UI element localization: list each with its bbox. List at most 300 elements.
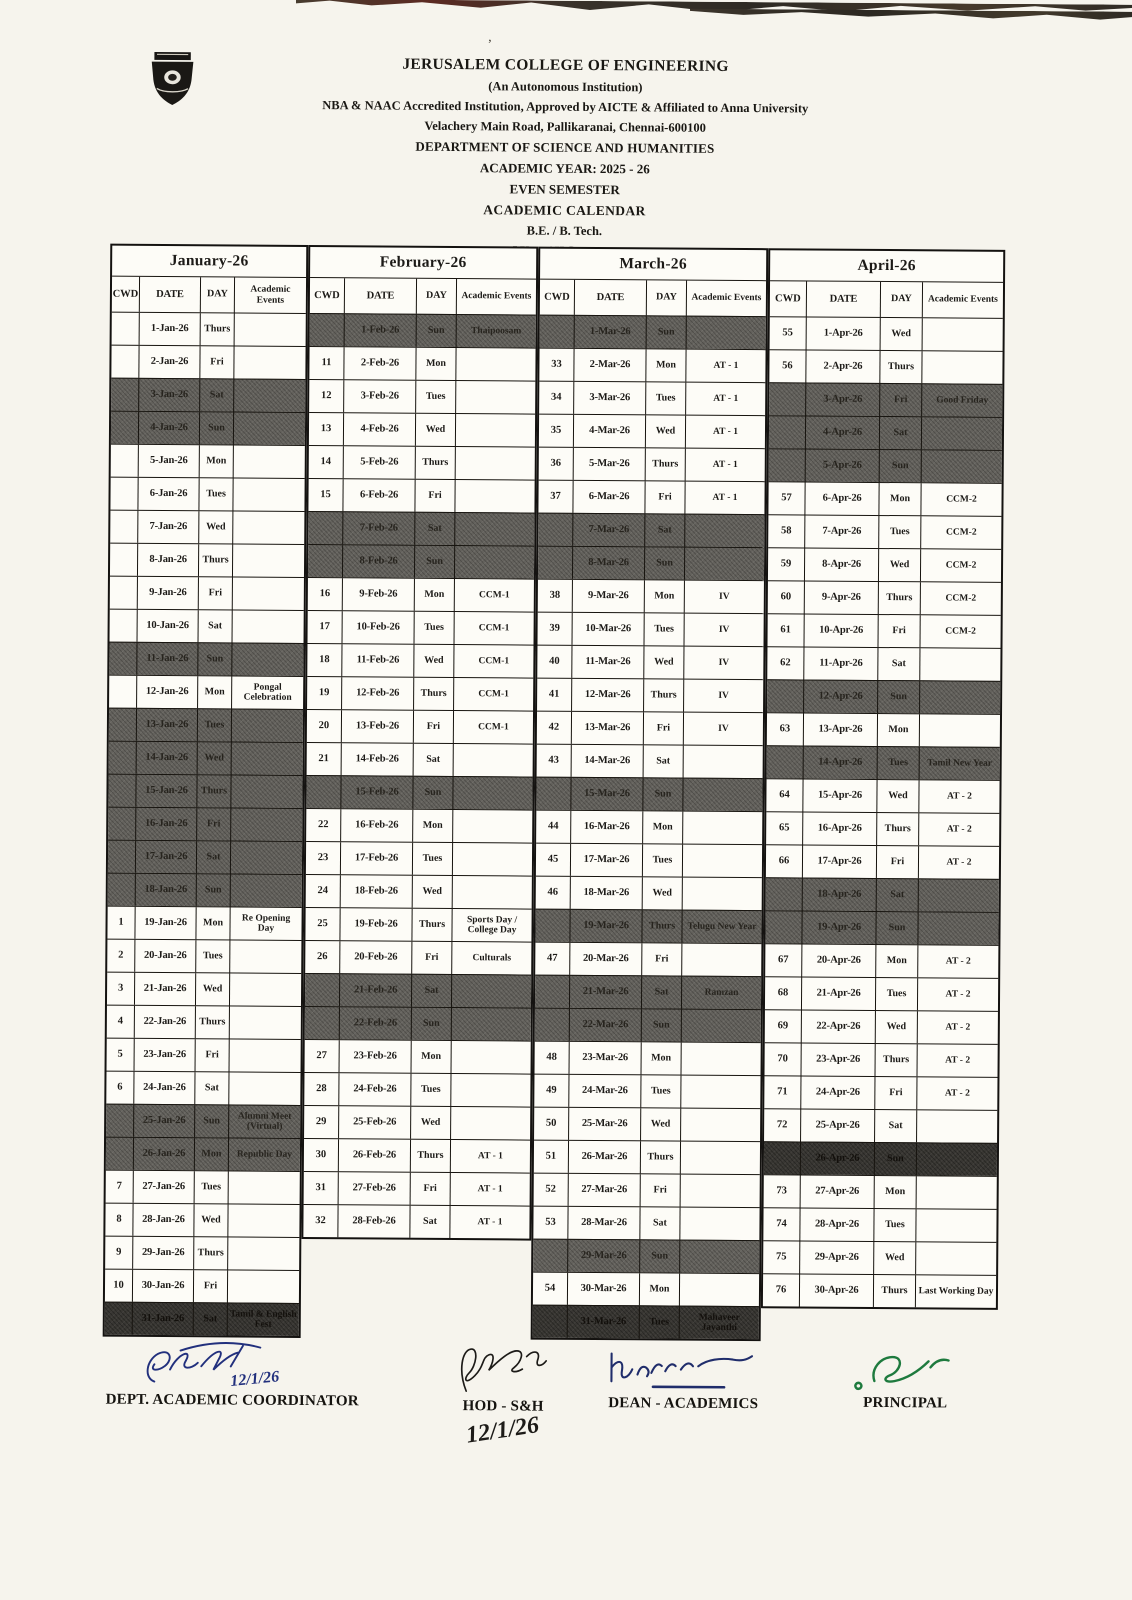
cell-date: 24-Apr-26 <box>800 1076 874 1109</box>
cell-event <box>681 1043 761 1076</box>
cell-day: Sun <box>639 1240 679 1272</box>
cell-day: Tues <box>410 1074 450 1106</box>
cell-day: Fri <box>195 1039 229 1071</box>
cell-event <box>233 445 305 478</box>
calendar-day-row <box>105 1302 299 1336</box>
cell-event <box>679 1208 759 1241</box>
cell-cwd <box>111 379 138 411</box>
signatory-label: PRINCIPAL <box>863 1394 948 1412</box>
cell-event <box>452 810 532 843</box>
cell-cwd: 14 <box>320 456 332 468</box>
cell-event <box>679 1274 759 1307</box>
cell-cwd: 54 <box>544 1283 556 1295</box>
cell-cwd <box>305 974 339 1006</box>
calendar-day-row <box>107 1038 301 1072</box>
calendar-day-row <box>535 1041 761 1076</box>
cell-day: Mon <box>642 811 682 843</box>
cell-event <box>232 478 304 511</box>
cell-date: 14-Feb-26 <box>341 743 413 776</box>
cell-day: Thurs <box>413 678 453 710</box>
cell-event: IV <box>683 614 763 647</box>
cell-event <box>680 1076 760 1109</box>
cell-date: 22-Apr-26 <box>801 1010 875 1043</box>
accreditation-line: NBA & NAAC Accredited Institution, Approved by AICTE & Affiliated to Anna University <box>322 98 809 116</box>
cell-cwd: 68 <box>777 987 789 999</box>
cell-cwd: 4 <box>117 1016 124 1028</box>
cell-cwd: 42 <box>548 722 560 734</box>
cell-event <box>452 876 532 909</box>
cell-day: Mon <box>415 348 455 380</box>
cell-event <box>453 744 533 777</box>
cell-day: Mon <box>411 1041 451 1073</box>
cell-day: Mon <box>878 483 920 515</box>
cell-event <box>233 379 305 412</box>
cell-cwd: 22 <box>317 819 329 831</box>
cell-cwd: 20 <box>318 720 330 732</box>
cell-cwd: 63 <box>779 723 791 735</box>
cell-date: 2-Feb-26 <box>343 347 415 380</box>
cell-day: Tues <box>415 381 455 413</box>
cell-date: 21-Apr-26 <box>801 977 875 1010</box>
cell-event <box>233 412 305 445</box>
cell-cwd: 2 <box>118 950 124 962</box>
cell-cwd: 59 <box>780 558 792 570</box>
calendar-day-row <box>768 481 1001 516</box>
cell-cwd <box>536 778 570 810</box>
cell-event <box>680 1175 760 1208</box>
cell-date: 17-Mar-26 <box>570 844 642 877</box>
cell-date: 15-Mar-26 <box>570 778 642 811</box>
cell-day: Wed <box>645 415 685 447</box>
cell-cwd: 57 <box>781 492 792 504</box>
torn-paper-edge <box>690 9 1132 21</box>
column-header-date: DATE <box>139 277 200 312</box>
cell-cwd: 47 <box>547 953 558 965</box>
cell-event <box>916 1176 997 1209</box>
cell-cwd: 49 <box>546 1085 557 1097</box>
cell-day: Wed <box>880 318 922 350</box>
cell-cwd: 41 <box>548 689 560 701</box>
cell-cwd <box>108 775 135 807</box>
cell-date: 10-Jan-26 <box>137 610 198 642</box>
cell-cwd: 55 <box>782 327 793 339</box>
cell-cwd <box>109 709 136 741</box>
calendar-day-row <box>770 316 1003 351</box>
cell-cwd: 65 <box>778 822 790 834</box>
calendar-day-row <box>538 612 764 647</box>
calendar-day-row <box>304 1138 530 1173</box>
cell-cwd <box>533 1306 567 1338</box>
calendar-day-row <box>303 1204 529 1239</box>
cell-cwd: 29 <box>315 1116 327 1128</box>
cell-event <box>455 381 535 414</box>
cell-day: Mon <box>641 1042 681 1074</box>
calendar-day-row <box>111 444 305 478</box>
cell-cwd: 73 <box>776 1185 787 1197</box>
calendar-day-row <box>108 774 302 808</box>
calendar-day-row <box>106 1071 300 1105</box>
cell-day: Tues <box>878 516 920 548</box>
cell-day: Tues <box>645 382 685 414</box>
calendar-day-row <box>108 873 302 907</box>
calendar-day-row <box>533 1272 759 1307</box>
cell-cwd <box>765 911 801 943</box>
cell-date: 24-Feb-26 <box>338 1073 410 1106</box>
column-header-cwd: CWD <box>544 291 570 303</box>
calendar-day-row <box>309 445 535 480</box>
cell-cwd <box>306 776 340 808</box>
cell-date: 21-Feb-26 <box>339 974 411 1007</box>
calendar-day-row <box>107 939 301 973</box>
cell-day: Fri <box>641 943 681 975</box>
calendar-day-row <box>106 1104 300 1138</box>
cell-cwd: 48 <box>546 1052 557 1064</box>
calendar-day-row <box>307 643 533 678</box>
cell-day: Sun <box>194 1105 228 1137</box>
calendar-day-row <box>305 1039 531 1074</box>
column-header-events: Academic Events <box>686 281 766 317</box>
cell-event <box>681 944 761 977</box>
cell-cwd: 71 <box>777 1086 788 1098</box>
cell-day: Sun <box>879 450 921 482</box>
cell-day: Fri <box>877 615 919 647</box>
calendar-day-row <box>305 973 531 1008</box>
cell-date: 4-Jan-26 <box>138 412 199 444</box>
cell-day: Sat <box>641 976 681 1008</box>
cell-date: 4-Apr-26 <box>805 416 879 449</box>
cell-event: Re Opening Day <box>229 907 301 940</box>
cell-date: 29-Jan-26 <box>132 1237 193 1269</box>
cell-cwd: 58 <box>781 525 792 537</box>
cell-cwd: 11 <box>321 357 332 369</box>
cell-cwd: 21 <box>318 753 329 765</box>
calendar-day-row <box>768 514 1001 549</box>
cell-day: Thurs <box>878 582 920 614</box>
cell-event: CCM-1 <box>454 612 534 645</box>
cell-event <box>228 1171 300 1204</box>
cell-event: CCM-2 <box>920 483 1001 516</box>
cell-date: 5-Feb-26 <box>343 446 415 479</box>
cell-date: 3-Mar-26 <box>573 382 645 415</box>
cell-date: 5-Apr-26 <box>805 449 879 482</box>
cell-cwd: 24 <box>317 885 329 897</box>
cell-day: Thurs <box>879 351 921 383</box>
cell-cwd: 34 <box>550 392 562 404</box>
cell-event: AT - 1 <box>685 350 765 383</box>
cell-day: Sun <box>416 315 456 347</box>
cell-date: 7-Apr-26 <box>804 515 878 548</box>
calendar-day-row <box>537 645 763 680</box>
signature-block-principal <box>830 1345 980 1413</box>
cell-date: 7-Mar-26 <box>572 514 644 547</box>
cell-event <box>919 648 1000 681</box>
cell-date: 14-Mar-26 <box>571 745 643 778</box>
cell-day: Thurs <box>645 448 685 480</box>
cell-cwd: 7 <box>116 1181 122 1193</box>
cell-date: 17-Jan-26 <box>135 841 196 873</box>
cell-day: Sat <box>874 1110 916 1142</box>
cell-day: Thurs <box>874 1044 916 1076</box>
cell-event <box>229 1006 301 1039</box>
calendar-day-row <box>109 708 303 742</box>
cell-cwd <box>108 874 135 906</box>
cell-cwd: 45 <box>547 854 559 866</box>
cell-cwd <box>109 676 136 708</box>
cell-date: 5-Jan-26 <box>138 445 199 477</box>
cell-date: 11-Jan-26 <box>136 643 197 675</box>
cell-date: 15-Feb-26 <box>340 776 412 809</box>
dean-signature-icon <box>588 1343 778 1396</box>
cell-day: Sat <box>409 1206 449 1238</box>
calendar-day-row <box>534 1107 760 1142</box>
cell-cwd <box>766 878 802 910</box>
cell-day: Wed <box>195 973 229 1005</box>
signature-footer <box>0 1339 1123 1517</box>
signatory-label: DEAN - ACADEMICS <box>608 1395 759 1413</box>
cell-day: Sat <box>639 1207 679 1239</box>
cell-event <box>232 511 304 544</box>
column-header-events: Academic Events <box>456 279 536 315</box>
cell-date: 3-Jan-26 <box>138 379 199 411</box>
cell-day: Sun <box>874 1143 916 1175</box>
cell-date: 13-Mar-26 <box>571 712 643 745</box>
cell-cwd <box>111 412 138 444</box>
autonomous-line: (An Autonomous Institution) <box>488 79 643 95</box>
cell-day: Sat <box>877 648 919 680</box>
cell-day: Tues <box>198 478 232 510</box>
calendar-day-row <box>306 808 532 843</box>
month-title: February-26 <box>379 253 467 272</box>
cell-cwd: 64 <box>779 789 790 801</box>
cell-date: 1-Jan-26 <box>139 313 200 345</box>
cell-cwd <box>308 545 342 577</box>
cell-date: 22-Feb-26 <box>339 1007 411 1040</box>
cell-cwd <box>769 416 805 448</box>
cell-event <box>455 414 535 447</box>
cell-event <box>452 843 532 876</box>
cell-day: Mon <box>644 580 684 612</box>
cell-date: 13-Feb-26 <box>341 710 413 743</box>
cell-day: Fri <box>879 384 921 416</box>
calendar-day-row <box>765 910 998 945</box>
calendar-day-row <box>535 975 761 1010</box>
cell-date: 12-Apr-26 <box>803 680 877 713</box>
cell-date: 26-Jan-26 <box>133 1138 194 1170</box>
cell-day: Mon <box>412 810 452 842</box>
signatory-label: HOD - S&H <box>462 1398 544 1415</box>
cell-event: Sports Day / College Day <box>451 909 531 942</box>
calendar-day-row <box>309 412 535 447</box>
cell-day: Fri <box>640 1174 680 1206</box>
cell-cwd <box>769 383 805 415</box>
cell-day: Fri <box>876 846 918 878</box>
calendar-day-row <box>766 778 999 813</box>
cell-date: 22-Jan-26 <box>134 1006 195 1038</box>
cell-event: AT - 2 <box>918 780 999 813</box>
cell-cwd: 23 <box>317 852 329 864</box>
cell-date: 12-Feb-26 <box>341 677 413 710</box>
calendar-day-row <box>108 840 302 874</box>
calendar-day-row <box>533 1239 759 1274</box>
calendar-day-row <box>766 811 999 846</box>
cell-date: 18-Mar-26 <box>570 877 642 910</box>
cell-day: Thurs <box>195 1006 229 1038</box>
cell-cwd: 26 <box>317 951 328 963</box>
calendar-day-row <box>306 775 532 810</box>
cell-cwd: 36 <box>550 458 562 470</box>
cell-day: Sat <box>198 610 232 642</box>
cell-cwd: 10 <box>113 1279 124 1292</box>
cell-cwd: 66 <box>778 855 790 867</box>
cell-date: 15-Jan-26 <box>135 775 196 807</box>
calendar-day-row <box>309 379 535 414</box>
cell-day: Sun <box>877 681 919 713</box>
calendar-day-row <box>763 1207 996 1242</box>
calendar-day-row <box>533 1305 759 1340</box>
cell-date: 4-Feb-26 <box>343 413 415 446</box>
cell-day: Sat <box>879 417 921 449</box>
cell-event: AT - 1 <box>685 449 765 482</box>
cell-event <box>450 1107 530 1140</box>
cell-event: CCM-1 <box>453 711 533 744</box>
cell-day: Tues <box>877 747 919 779</box>
cell-cwd: 8 <box>116 1214 122 1226</box>
cell-day: Sat <box>193 1303 227 1335</box>
cell-cwd <box>110 478 137 510</box>
cell-date: 8-Feb-26 <box>342 545 414 578</box>
cell-cwd <box>110 577 137 609</box>
cell-date: 15-Apr-26 <box>802 779 876 812</box>
cell-day: Thurs <box>640 1141 680 1173</box>
cell-day: Wed <box>875 1011 917 1043</box>
calendar-day-row <box>304 1072 530 1107</box>
cell-day: Thurs <box>196 775 230 807</box>
cell-cwd: 32 <box>315 1215 326 1227</box>
calendar-day-row <box>765 1042 998 1077</box>
calendar-day-row <box>308 610 534 645</box>
cell-date: 30-Mar-26 <box>567 1273 639 1306</box>
cell-event: CCM-2 <box>920 582 1001 615</box>
cell-day: Mon <box>875 945 917 977</box>
cell-date: 6-Mar-26 <box>572 481 644 514</box>
column-header-row <box>540 279 766 317</box>
cell-day: Sun <box>642 778 682 810</box>
calendar-day-row <box>535 1008 761 1043</box>
cell-cwd <box>108 808 135 840</box>
column-header-date: DATE <box>806 281 880 317</box>
column-header-day: DAY <box>880 282 922 317</box>
cell-date: 24-Mar-26 <box>568 1075 640 1108</box>
cell-event <box>227 1237 299 1270</box>
cell-date: 11-Mar-26 <box>571 646 643 679</box>
cell-cwd <box>533 1240 567 1272</box>
cell-event: AT - 2 <box>918 813 999 846</box>
cell-cwd <box>112 313 139 345</box>
cell-date: 20-Jan-26 <box>134 940 195 972</box>
calendar-day-row <box>540 315 766 350</box>
cell-event: AT - 2 <box>917 978 998 1011</box>
month-title: March-26 <box>619 255 687 273</box>
cell-event: Ramzan <box>681 977 761 1010</box>
cell-event <box>451 1041 531 1074</box>
calendar-day-row <box>769 349 1002 384</box>
cell-day: Wed <box>640 1108 680 1140</box>
cell-event <box>681 1010 761 1043</box>
month-column <box>301 245 538 1241</box>
cell-event: AT - 2 <box>916 1077 997 1110</box>
cell-day: Wed <box>415 414 455 446</box>
cell-cwd: 12 <box>320 390 332 402</box>
cell-cwd: 18 <box>319 654 330 666</box>
cell-event <box>918 879 999 912</box>
cell-event: AT - 1 <box>450 1140 530 1173</box>
cell-event: AT - 1 <box>685 383 765 416</box>
cell-date: 25-Feb-26 <box>338 1106 410 1139</box>
cell-event: AT - 1 <box>684 482 764 515</box>
calendar-day-row <box>110 510 304 544</box>
calendar-day-row <box>763 1273 996 1308</box>
cell-date: 2-Apr-26 <box>805 350 879 383</box>
calendar-day-row <box>109 741 303 775</box>
cell-event <box>228 1072 300 1105</box>
cell-day: Mon <box>414 579 454 611</box>
column-header-row <box>770 280 1003 318</box>
calendar-day-row <box>768 547 1001 582</box>
cell-day: Sun <box>412 777 452 809</box>
cell-date: 25-Mar-26 <box>568 1108 640 1141</box>
cell-event <box>451 1008 531 1041</box>
column-header-day: DAY <box>416 279 456 314</box>
cell-date: 13-Jan-26 <box>136 709 197 741</box>
calendar-day-row <box>769 448 1002 483</box>
cell-day: Fri <box>414 480 454 512</box>
cell-date: 8-Jan-26 <box>137 544 198 576</box>
calendar-day-row <box>534 1074 760 1109</box>
cell-day: Wed <box>643 646 683 678</box>
cell-day: Fri <box>874 1077 916 1109</box>
calendar-day-row <box>107 906 301 940</box>
cell-event <box>230 874 302 907</box>
column-header-day: DAY <box>646 280 686 315</box>
cell-day: Mon <box>639 1273 679 1305</box>
cell-event <box>916 1110 997 1143</box>
cell-cwd <box>764 1142 800 1174</box>
cell-day: Fri <box>413 711 453 743</box>
cell-event <box>227 1204 299 1237</box>
cell-cwd: 43 <box>548 755 559 767</box>
cell-event <box>450 1074 530 1107</box>
cell-cwd <box>106 1138 133 1170</box>
cell-event <box>229 1039 301 1072</box>
cell-cwd <box>111 445 138 477</box>
academic-year-line: ACADEMIC YEAR: 2025 - 26 <box>479 160 650 177</box>
calendar-day-row <box>537 711 763 746</box>
cell-cwd: 35 <box>550 425 562 437</box>
cell-cwd <box>767 746 803 778</box>
cell-event: AT - 2 <box>916 1044 997 1077</box>
cell-day: Tues <box>643 613 683 645</box>
calendar-day-row <box>305 940 531 975</box>
cell-day: Thurs <box>193 1237 227 1269</box>
calendar-day-row <box>764 1141 997 1176</box>
calendar-day-row <box>308 577 534 612</box>
cell-date: 27-Feb-26 <box>338 1172 410 1205</box>
cell-date: 9-Apr-26 <box>804 581 878 614</box>
cell-cwd: 67 <box>778 954 789 966</box>
cell-cwd: 38 <box>549 590 561 602</box>
cell-day: Sat <box>411 975 451 1007</box>
cell-event <box>232 544 304 577</box>
